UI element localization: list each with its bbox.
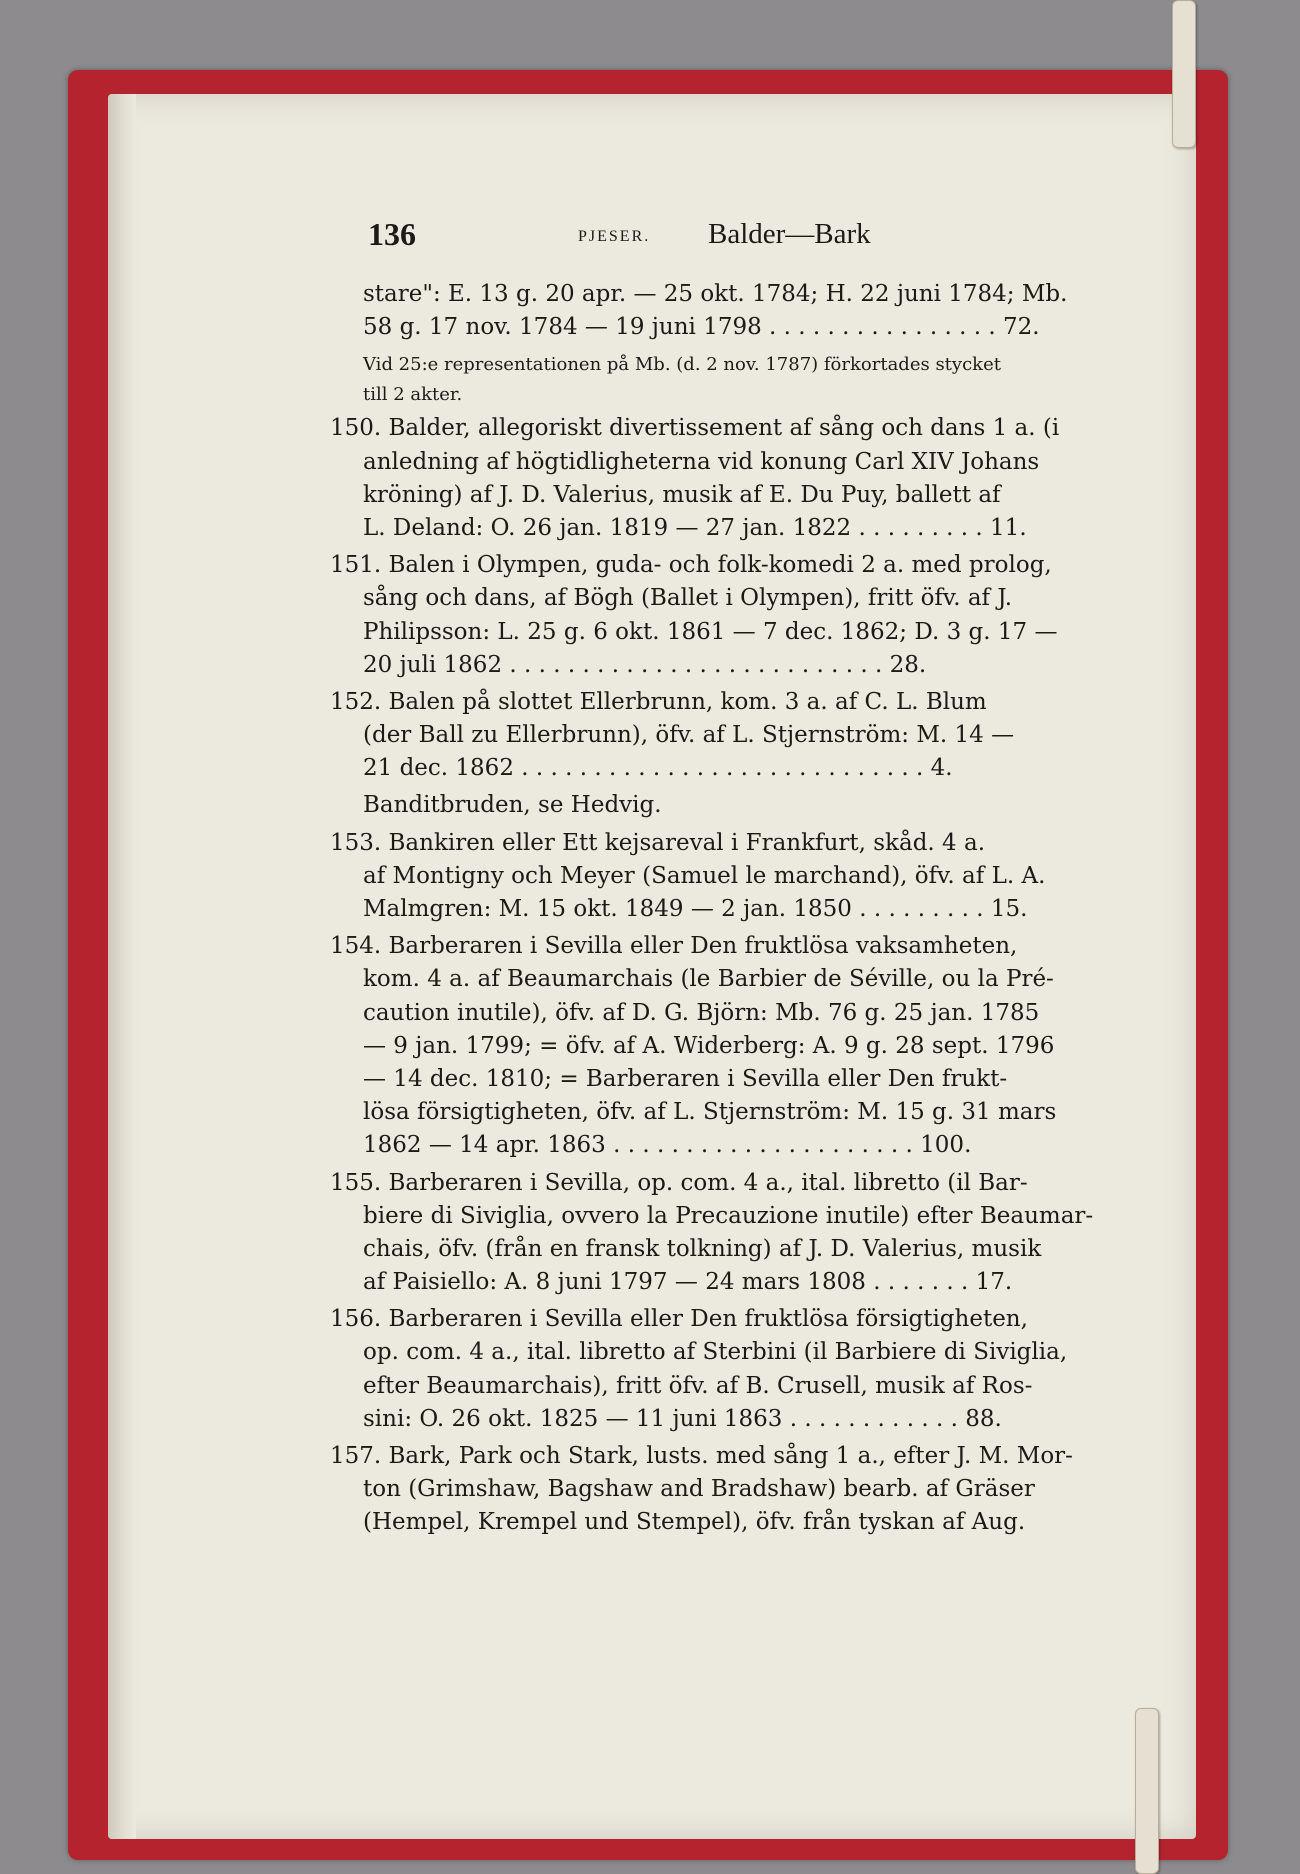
text-line: 152. Balen på slottet Ellerbrunn, kom. 3 a. af C. L. Blum	[330, 688, 987, 715]
bookmark-tab-top	[1172, 0, 1196, 148]
text-line: caution inutile), öfv. af D. G. Björn: Mb. 76 g. 25 jan. 1785	[363, 999, 1040, 1026]
note-line: Vid 25:e representationen på Mb. (d. 2 nov. 1787) förkortades stycket	[363, 354, 1001, 376]
note-line: till 2 akter.	[363, 384, 463, 406]
text-line: 58 g. 17 nov. 1784 — 19 juni 1798 . . . . . . . . . . . . . . . . 72.	[363, 314, 1040, 341]
text-line: 156. Barberaren i Sevilla eller Den fruktlösa försigtigheten,	[330, 1306, 1028, 1333]
text-line: 150. Balder, allegoriskt divertissement af sång och dans 1 a. (i	[330, 415, 1060, 442]
text-line: — 14 dec. 1810; = Barberaren i Sevilla eller Den frukt-	[363, 1065, 1008, 1092]
section-label: PJESER.	[578, 228, 651, 245]
page-edge	[108, 94, 136, 1839]
text-line: L. Deland: O. 26 jan. 1819 — 27 jan. 1822 . . . . . . . . . 11.	[363, 514, 1027, 541]
text-line: biere di Siviglia, ovvero la Precauzione inutile) efter Beaumar-	[363, 1202, 1094, 1229]
text-line: 1862 — 14 apr. 1863 . . . . . . . . . . . . . . . . . . . . . 100.	[363, 1132, 972, 1159]
text-line: Banditbruden, se Hedvig.	[363, 792, 662, 819]
text-line: stare": E. 13 g. 20 apr. — 25 okt. 1784; H. 22 juni 1784; Mb.	[363, 281, 1068, 307]
text-line: 157. Bark, Park och Stark, lusts. med sång 1 a., efter J. M. Mor-	[330, 1443, 1073, 1469]
text-line: af Paisiello: A. 8 juni 1797 — 24 mars 1808 . . . . . . . 17.	[363, 1269, 1013, 1296]
text-line: Philipsson: L. 25 g. 6 okt. 1861 — 7 dec. 1862; D. 3 g. 17 —	[363, 618, 1058, 645]
text-line: lösa försigtigheten, öfv. af L. Stjernström: M. 15 g. 31 mars	[363, 1099, 1057, 1126]
text-line: 20 juli 1862 . . . . . . . . . . . . . . . . . . . . . . . . . . 28.	[363, 651, 927, 678]
text-line: 155. Barberaren i Sevilla, op. com. 4 a., ital. libretto (il Bar-	[330, 1169, 1028, 1196]
text-line: kröning) af J. D. Valerius, musik af E. Du Puy, ballett af	[363, 481, 1001, 508]
text-line: sång och dans, af Bögh (Ballet i Olympen), fritt öfv. af J.	[363, 585, 1013, 612]
text-line: anledning af högtidligheterna vid konung Carl XIV Johans	[363, 448, 1040, 475]
text-line: sini: O. 26 okt. 1825 — 11 juni 1863 . . . . . . . . . . . . 88.	[363, 1405, 1002, 1432]
text-line: op. com. 4 a., ital. libretto af Sterbini (il Barbiere di Siviglia,	[363, 1339, 1068, 1366]
text-line: 21 dec. 1862 . . . . . . . . . . . . . . . . . . . . . . . . . . . . 4.	[363, 755, 953, 782]
page-number: 136	[368, 216, 416, 252]
text-line: af Montigny och Meyer (Samuel le marchand), öfv. af L. A.	[363, 862, 1046, 889]
page-header	[330, 216, 1130, 256]
text-line: chais, öfv. (från en fransk tolkning) af J. D. Valerius, musik	[363, 1235, 1042, 1262]
text-line: — 9 jan. 1799; = öfv. af A. Widerberg: A. 9 g. 28 sept. 1796	[363, 1032, 1055, 1059]
bookmark-tab-bottom	[1135, 1708, 1159, 1874]
running-title: Balder—Bark	[708, 218, 871, 250]
text-line: (Hempel, Krempel und Stempel), öfv. från tyskan af Aug.	[363, 1509, 1026, 1536]
text-line: 153. Bankiren eller Ett kejsareval i Frankfurt, skåd. 4 a.	[330, 829, 986, 856]
text-line: 154. Barberaren i Sevilla eller Den fruktlösa vaksamheten,	[330, 933, 1018, 960]
text-line: ton (Grimshaw, Bagshaw and Bradshaw) bearb. af Gräser	[363, 1476, 1035, 1503]
page-content	[330, 216, 1130, 1540]
text-line: efter Beaumarchais), fritt öfv. af B. Crusell, musik af Ros-	[363, 1372, 1033, 1399]
text-line: 151. Balen i Olympen, guda- och folk-komedi 2 a. med prolog,	[330, 552, 1052, 579]
page-body	[330, 278, 1130, 1540]
text-line: kom. 4 a. af Beaumarchais (le Barbier de Séville, ou la Pré-	[363, 966, 1054, 993]
text-line: Malmgren: M. 15 okt. 1849 — 2 jan. 1850 . . . . . . . . . 15.	[363, 896, 1028, 922]
text-line: (der Ball zu Ellerbrunn), öfv. af L. Stjernström: M. 14 —	[363, 722, 1015, 749]
